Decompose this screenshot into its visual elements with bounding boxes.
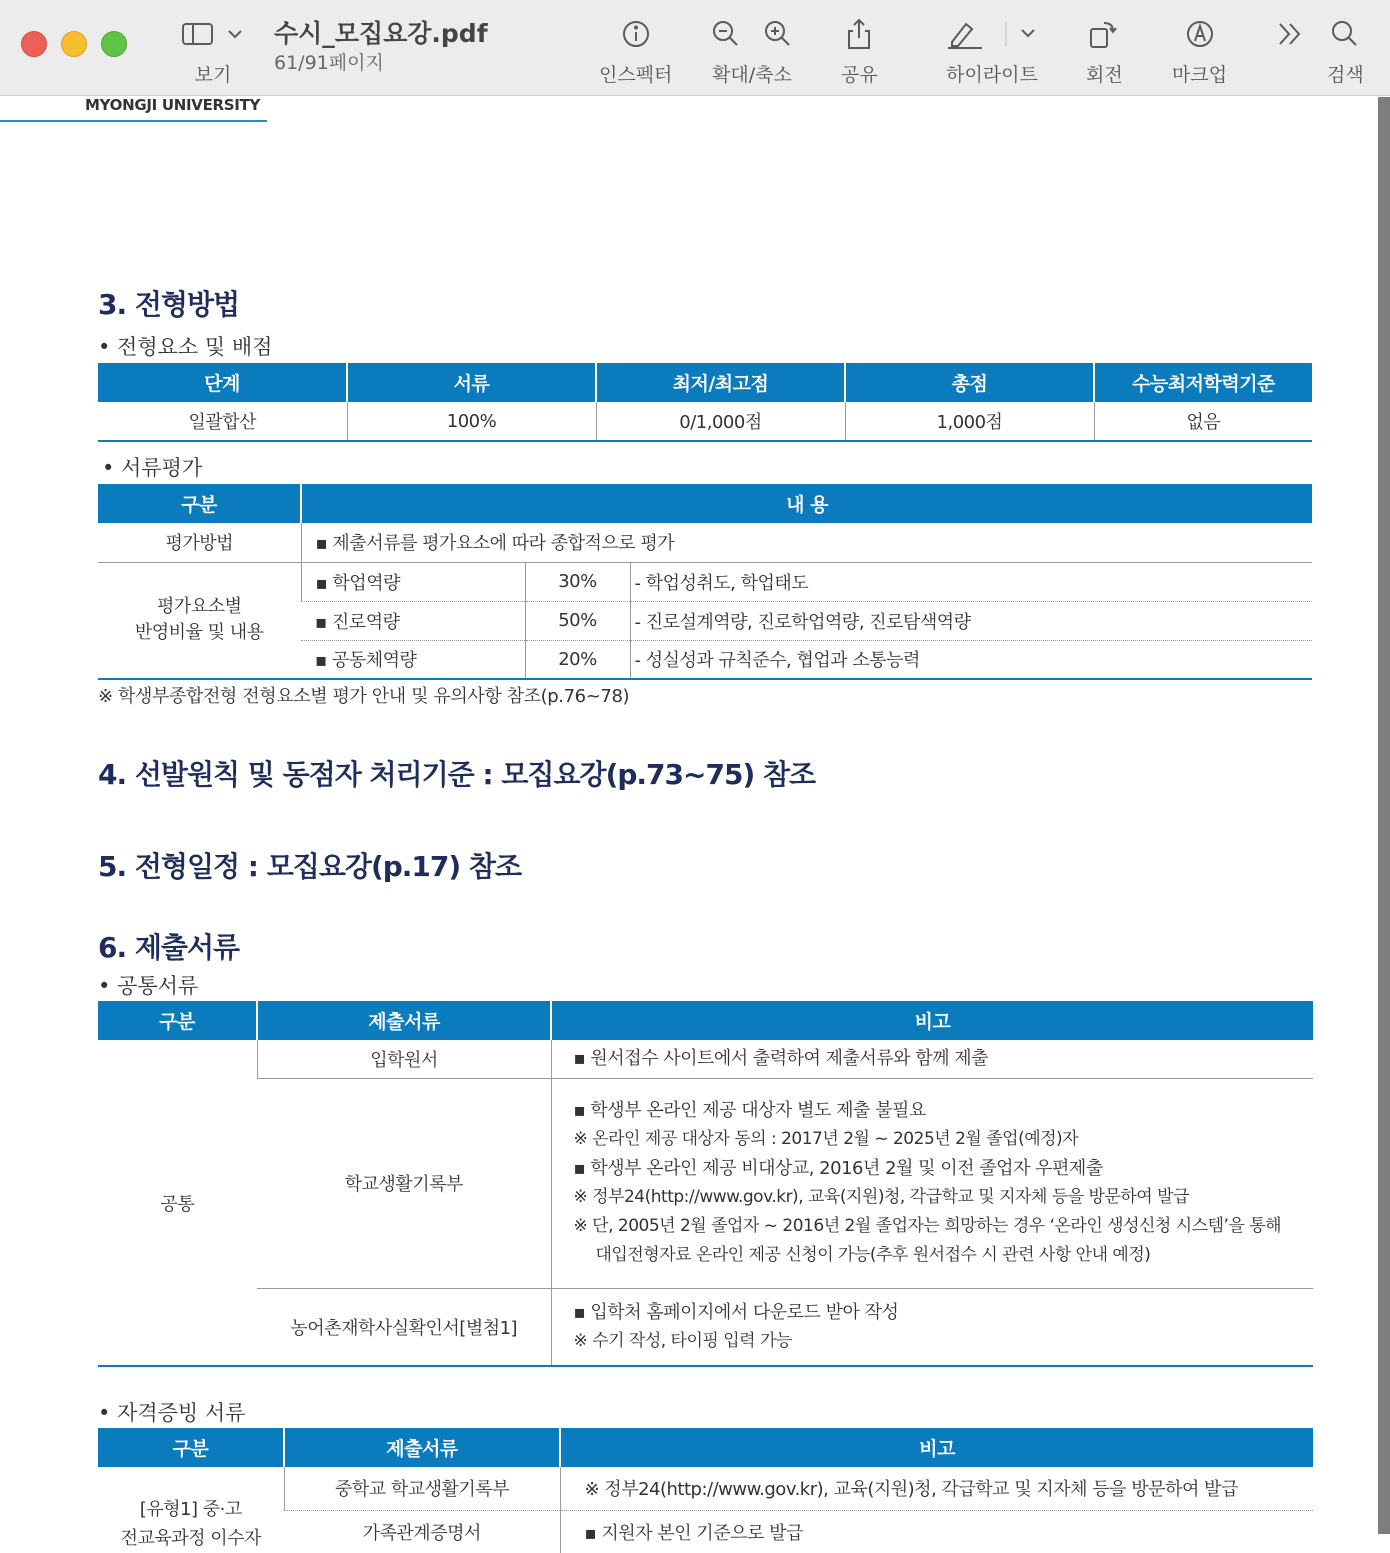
section-6-title: 6. 제출서류 <box>98 931 240 964</box>
inspector-label: 인스펙터 <box>599 64 673 86</box>
section-3-title: 3. 전형방법 <box>98 288 240 321</box>
close-window-button[interactable] <box>21 31 47 57</box>
header-cell: 구분 <box>98 1001 257 1040</box>
evaluation-table <box>98 484 1312 680</box>
section-6-sub-2: • 자격증빙 서류 <box>98 1401 246 1425</box>
share-icon <box>843 17 875 51</box>
zoom-control[interactable] <box>710 14 794 87</box>
note-line: ▪ 학생부 온라인 제공 비대상교, 2016년 2월 및 이전 졸업자 우편제출 <box>573 1158 1103 1179</box>
table-cell: 농어촌재학사실확인서[별첨1] <box>257 1288 551 1366</box>
scrollbar[interactable] <box>1378 97 1390 1534</box>
element-label-line: 반영비율 및 내용 <box>134 622 264 644</box>
header-cell: 구분 <box>98 1428 284 1467</box>
header-cell: 내 용 <box>301 484 1312 523</box>
table-cell: - 진로설계역량, 진로학업역량, 진로탐색역량 <box>630 601 1312 640</box>
table-cell: 0/1,000점 <box>596 402 845 441</box>
header-cell: 제출서류 <box>284 1428 560 1467</box>
table-cell <box>551 1040 1313 1078</box>
section-4-title: 4. 선발원칙 및 동점자 처리기준 : 모집요강(p.73~75) 참조 <box>98 758 816 791</box>
group-label-line: [유형1] 중·고 <box>139 1499 242 1520</box>
header-divider <box>0 120 267 122</box>
note-line: ※ 정부24(http://www.gov.kr), 교육(지원)청, 각급학교 및 지자체 등을 방문하여 발급 <box>573 1187 1189 1207</box>
header-cell: 최저/최고점 <box>596 363 845 402</box>
inspector-button[interactable] <box>599 14 672 87</box>
search-icon <box>1329 18 1361 50</box>
highlighter-icon <box>944 18 1040 50</box>
header-cell: 단계 <box>98 363 347 402</box>
table-cell: 공통 <box>98 1040 257 1366</box>
page-indicator: 61/91페이지 <box>274 52 384 74</box>
more-tools-button[interactable] <box>1274 14 1306 54</box>
share-label: 공유 <box>841 64 878 86</box>
note-line: ▪ 학생부 온라인 제공 대상자 별도 제출 불필요 <box>573 1100 926 1121</box>
zoom-out-icon[interactable] <box>710 18 742 50</box>
search-button[interactable] <box>1327 14 1364 87</box>
table-cell: 일괄합산 <box>98 402 347 441</box>
sidebar-icon <box>180 20 246 48</box>
section-6-sub-1: • 공통서류 <box>98 974 199 998</box>
university-header: MYONGJI UNIVERSITY <box>85 96 261 114</box>
chevron-down-icon <box>1022 30 1034 36</box>
info-icon <box>620 18 652 50</box>
view-menu-button[interactable] <box>180 14 246 87</box>
note-line: ▪ 입학처 홈페이지에서 다운로드 받아 작성 <box>573 1301 899 1323</box>
table-cell: 100% <box>347 402 596 441</box>
table-cell: 30% <box>525 562 630 601</box>
section-5-title: 5. 전형일정 : 모집요강(p.17) 참조 <box>98 850 522 883</box>
table-cell: - 학업성취도, 학업태도 <box>630 562 1312 601</box>
table-cell <box>98 1467 284 1553</box>
table-cell: ▪ 제출서류를 평가요소에 따라 종합적으로 평가 <box>301 523 1312 562</box>
score-table <box>98 363 1312 442</box>
table-cell: 가족관계증명서 <box>362 1522 481 1544</box>
table-cell: 없음 <box>1094 402 1312 441</box>
table-cell: 50% <box>525 601 630 640</box>
header-cell: 수능최저학력기준 <box>1094 363 1312 402</box>
table-cell <box>551 1288 1313 1366</box>
table-cell: 평가방법 <box>98 523 301 562</box>
double-chevron-right-icon <box>1274 18 1306 50</box>
note-line: ※ 온라인 제공 대상자 동의 : 2017년 2월 ~ 2025년 2월 졸업(예정)자 <box>573 1129 1079 1149</box>
header-cell: 비고 <box>560 1428 1313 1467</box>
markup-button[interactable] <box>1172 14 1227 87</box>
qualification-documents-table <box>98 1428 1313 1553</box>
table-cell: - 성실성과 규칙준수, 협업과 소통능력 <box>630 640 1312 679</box>
table-cell: ▪ 학업역량 <box>301 562 525 601</box>
table-cell <box>551 1078 1313 1288</box>
rotate-button[interactable] <box>1086 14 1123 87</box>
section-3-note: ※ 학생부종합전형 전형요소별 평가 안내 및 유의사항 참조(p.76~78) <box>98 686 630 707</box>
header-cell: 구분 <box>98 484 301 523</box>
table-cell: ▪ 지원자 본인 기준으로 발급 <box>560 1510 1313 1553</box>
common-documents-table <box>98 1001 1313 1367</box>
table-cell: 학교생활기록부 <box>257 1078 551 1288</box>
table-cell: 20% <box>525 640 630 679</box>
element-label-line: 평가요소별 <box>157 596 242 618</box>
section-3-sub-2: • 서류평가 <box>102 456 203 480</box>
table-cell: ▪ 진로역량 <box>301 601 525 640</box>
header-cell: 총점 <box>845 363 1094 402</box>
group-label-line: 전교육과정 이수자 <box>120 1528 261 1549</box>
highlight-button[interactable] <box>944 14 1040 87</box>
note-line: ※ 단, 2005년 2월 졸업자 ~ 2016년 2월 졸업자는 희망하는 경우 ‘온라인 생성신청 시스템’을 통해 <box>573 1216 1282 1236</box>
header-cell: 서류 <box>347 363 596 402</box>
table-cell: 입학원서 <box>257 1040 551 1078</box>
markup-label: 마크업 <box>1172 64 1228 86</box>
fullscreen-window-button[interactable] <box>101 31 127 57</box>
table-cell: ▪ 공동체역량 <box>301 640 525 679</box>
document-title: 수시_모집요강.pdf <box>274 19 488 48</box>
table-cell: ※ 정부24(http://www.gov.kr), 교육(지원)청, 각급학교 및 지자체 등을 방문하여 발급 <box>560 1467 1313 1510</box>
toolbar <box>0 0 1390 96</box>
table-cell <box>98 562 301 679</box>
zoom-in-icon[interactable] <box>762 18 794 50</box>
highlight-label: 하이라이트 <box>946 64 1038 86</box>
header-cell: 비고 <box>551 1001 1313 1040</box>
search-label: 검색 <box>1327 64 1364 86</box>
header-cell: 제출서류 <box>257 1001 551 1040</box>
zoom-label: 확대/축소 <box>712 64 792 86</box>
note-line: 대입전형자료 온라인 제공 신청이 가능(추후 원서접수 시 관련 사항 안내 예정) <box>595 1245 1151 1265</box>
rotate-icon <box>1087 17 1121 51</box>
markup-icon <box>1184 18 1216 50</box>
note-line: ※ 수기 작성, 타이핑 입력 가능 <box>573 1330 792 1351</box>
share-button[interactable] <box>841 14 878 87</box>
rotate-label: 회전 <box>1086 64 1123 86</box>
minimize-window-button[interactable] <box>61 31 87 57</box>
table-cell: 중학교 학교생활기록부 <box>284 1467 560 1510</box>
section-3-sub-1: • 전형요소 및 배점 <box>98 335 273 359</box>
note-line: ▪ 원서접수 사이트에서 출력하여 제출서류와 함께 제출 <box>573 1048 989 1070</box>
table-cell: 1,000점 <box>845 402 1094 441</box>
view-label: 보기 <box>194 64 232 86</box>
